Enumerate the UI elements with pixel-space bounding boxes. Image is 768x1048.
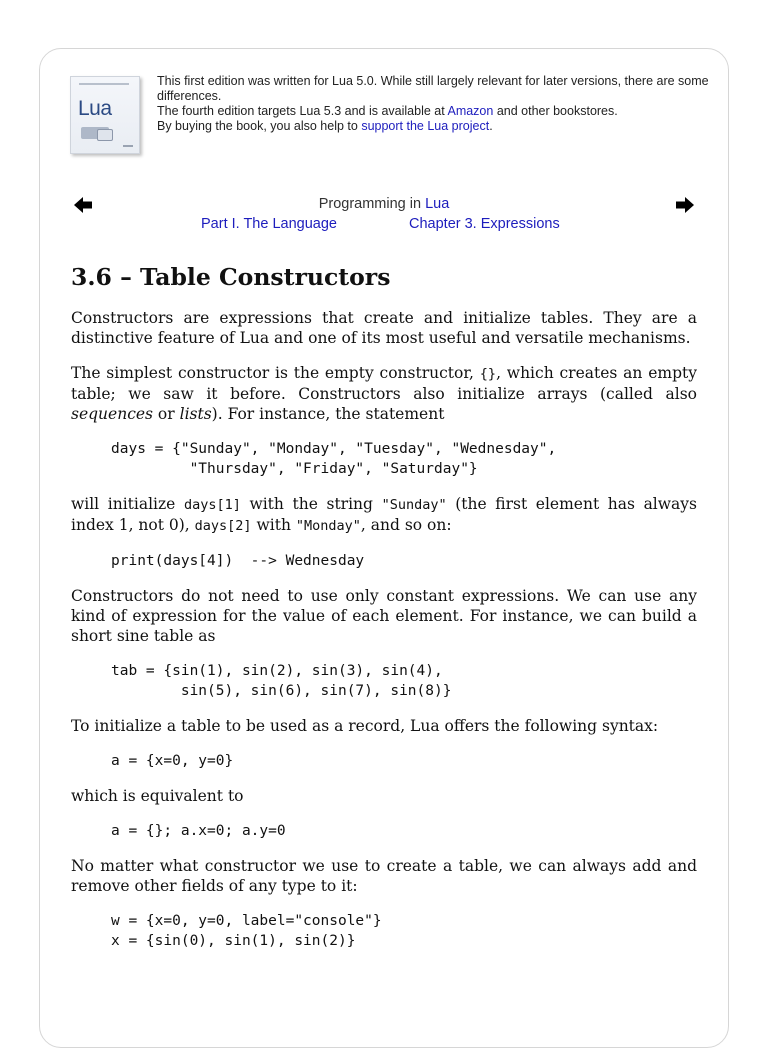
emphasis: sequences [71, 405, 153, 423]
text-span: with the string [240, 495, 382, 513]
text-span: or [153, 405, 180, 423]
notice-text [157, 74, 712, 134]
support-lua-link[interactable]: support the Lua project [361, 119, 490, 133]
paragraph: which is equivalent to [71, 787, 244, 805]
text-span: will initialize [71, 495, 184, 513]
notice-text-span: and other bookstores. [493, 104, 618, 118]
emphasis: lists [179, 405, 212, 423]
paragraph [71, 363, 697, 424]
paragraph: Constructors are expressions that create and initialize tables. They are a distinctive feature of Lua and one of its most useful and versatile mechanisms. [71, 309, 697, 347]
text-span: , which creates an empty table; we saw it before. Constructors also initialize arrays (called also [71, 364, 697, 403]
paragraph: No matter what constructor we use to create a table, we can always add and remove other fields of any type to it: [71, 857, 697, 895]
book-title [70, 196, 698, 212]
lua-home-link[interactable]: Lua [425, 196, 450, 212]
paragraph: Constructors do not need to use only constant expressions. We can use any kind of expression for the value of each element. For instance, we can build a short sine table as [71, 587, 697, 645]
paragraph: To initialize a table to be used as a record, Lua offers the following syntax: [71, 717, 659, 735]
part-link[interactable]: Part I. The Language [201, 216, 337, 232]
inline-code: days[2] [194, 518, 252, 534]
book-cover-image[interactable] [70, 76, 140, 154]
cover-decoration [79, 83, 129, 85]
book-title-text: Programming in [318, 196, 426, 212]
chapter-navigation [70, 194, 698, 238]
code-block: a = {x=0, y=0} [111, 753, 234, 769]
right-arrow-icon[interactable] [676, 197, 694, 213]
code-block: w = {x=0, y=0, label="console"} x = {sin(0), sin(1), sin(2)} [111, 913, 382, 949]
paragraph [71, 494, 697, 536]
section-content [71, 262, 697, 966]
text-span: (the first element has always index 1, not 0), [71, 495, 697, 534]
notice-text-span: By buying the book, you also help to [157, 119, 362, 133]
cover-decoration [97, 129, 113, 141]
code-block: days = {"Sunday", "Monday", "Tuesday", "Wednesday", "Thursday", "Friday", "Saturday"} [111, 441, 557, 477]
text-span: ). For instance, the statement [211, 405, 445, 423]
code-block: print(days[4]) --> Wednesday [111, 553, 365, 569]
text-span: The simplest constructor is the empty constructor, [71, 364, 480, 382]
cover-title: Lua [78, 97, 112, 120]
cover-decoration [123, 145, 133, 147]
code-block: a = {}; a.x=0; a.y=0 [111, 823, 286, 839]
notice-text-span: . [489, 119, 493, 133]
inline-code: "Sunday" [381, 497, 447, 513]
notice-line: This first edition was written for Lua 5.0. While still largely relevant for later versions, there are some differences. [157, 74, 709, 103]
notice-line [157, 104, 712, 119]
chapter-link[interactable]: Chapter 3. Expressions [409, 216, 560, 232]
text-span: , and so on: [360, 516, 452, 534]
inline-code: {} [479, 366, 497, 382]
code-block: tab = {sin(1), sin(2), sin(3), sin(4), sin(5), sin(6), sin(7), sin(8)} [111, 663, 452, 699]
amazon-link[interactable]: Amazon [447, 104, 494, 118]
text-span: with [251, 516, 296, 534]
inline-code: days[1] [183, 497, 241, 513]
inline-code: "Monday" [295, 518, 361, 534]
notice-line [157, 119, 712, 134]
section-title: 3.6 – Table Constructors [71, 263, 391, 291]
notice-text-span: The fourth edition targets Lua 5.3 and is available at [157, 104, 448, 118]
